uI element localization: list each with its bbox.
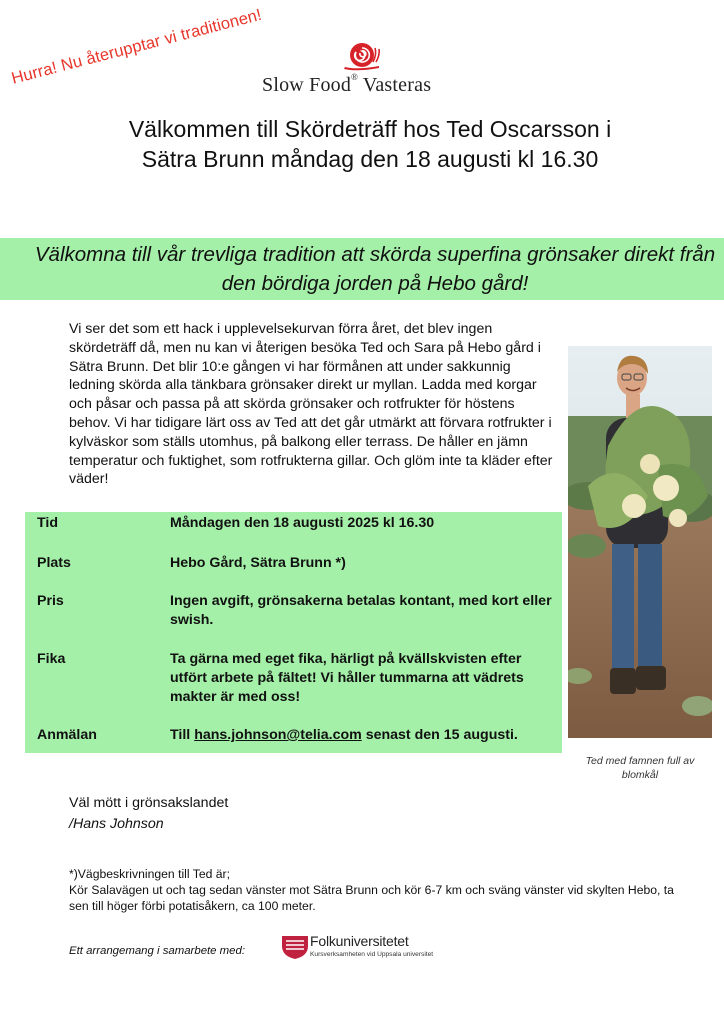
greeting-line: Väl mött i grönsakslandet <box>69 795 229 811</box>
signature: /Hans Johnson <box>69 816 164 832</box>
greeting <box>69 793 228 835</box>
info-value: Till hans.johnson@telia.com senast den 15 augusti. <box>170 727 518 743</box>
info-label: Anmälan <box>37 727 97 743</box>
info-value: Måndagen den 18 augusti 2025 kl 16.30 <box>170 515 435 531</box>
page-title: Välkommen till Skördeträff hos Ted Oscarsson i Sätra Brunn måndag den 18 augusti kl 16.30 <box>128 116 612 172</box>
info-value: Ta gärna med eget fika, härligt på kvällskvisten efter utfört arbete på fältet! Vi håller tummarna att vädrets makter är med oss! <box>170 651 524 705</box>
ted-cauliflower-photo <box>568 346 712 738</box>
partner-name: Folkuniversitetet <box>310 933 409 949</box>
partner-subtitle: Kursverksamheten vid Uppsala universitet <box>310 951 434 958</box>
event-info-box <box>25 512 562 753</box>
footnote-text: Kör Salavägen ut och tag sedan vänster mot Sätra Brunn och kör 6-7 km och sväng vänster vid skylten Hebo, ta sen till höger förbi potatisåkern, ca 100 meter. <box>69 883 674 913</box>
email-link[interactable]: hans.johnson@telia.com <box>194 727 362 743</box>
info-value: Ingen avgift, grönsakerna betalas kontant, med kort eller swish. <box>170 593 552 628</box>
directions-footnote <box>69 866 689 914</box>
info-label: Plats <box>37 555 71 571</box>
slow-food-logo-text: Slow Food® Vasteras <box>262 72 432 96</box>
banner-text: Välkomna till vår trevliga tradition att skörda superfina grönsaker direkt från den bördiga jorden på Hebo gård! <box>34 243 716 295</box>
info-label: Pris <box>37 593 64 609</box>
partner-label: Ett arrangemang i samarbete med: <box>69 945 246 957</box>
info-value: Hebo Gård, Sätra Brunn *) <box>170 555 346 571</box>
folkuniversitetet-logo-icon <box>280 934 310 960</box>
footnote-heading: *)Vägbeskrivningen till Ted är; <box>69 867 231 881</box>
welcome-banner <box>0 238 724 300</box>
slow-food-snail-logo-icon <box>341 40 383 72</box>
info-label: Fika <box>37 651 66 667</box>
intro-paragraph: Vi ser det som ett hack i upplevelsekurvan förra året, det blev ingen skördeträff då, men nu kan vi återigen besöka Ted och Sara på Hebo gård i Sätra Brunn. Det blir 10:e gången vi har förmånen att under sakkunnig ledning skörda alla tänkbara grönsaker direkt ur myllan. Ladda med korgar och påsar och passa på att skörda grönsaker och rotfrukter för höstens behov. Vi har tidigare lärt oss av Ted att det går utmärkt att förvara rotfrukter i kylväskor som ställs utomhus, på balkong eller terrass. De håller en jämn temperatur och fuktighet, som rotfrukterna gillar. Och glöm inte ta kläder efter väder! <box>69 321 553 488</box>
photo-caption: Ted med famnen full av blomkål <box>585 755 695 781</box>
exclaim-text: Hurra! Nu återupptar vi traditionen! <box>9 5 264 88</box>
info-label: Tid <box>37 515 59 531</box>
